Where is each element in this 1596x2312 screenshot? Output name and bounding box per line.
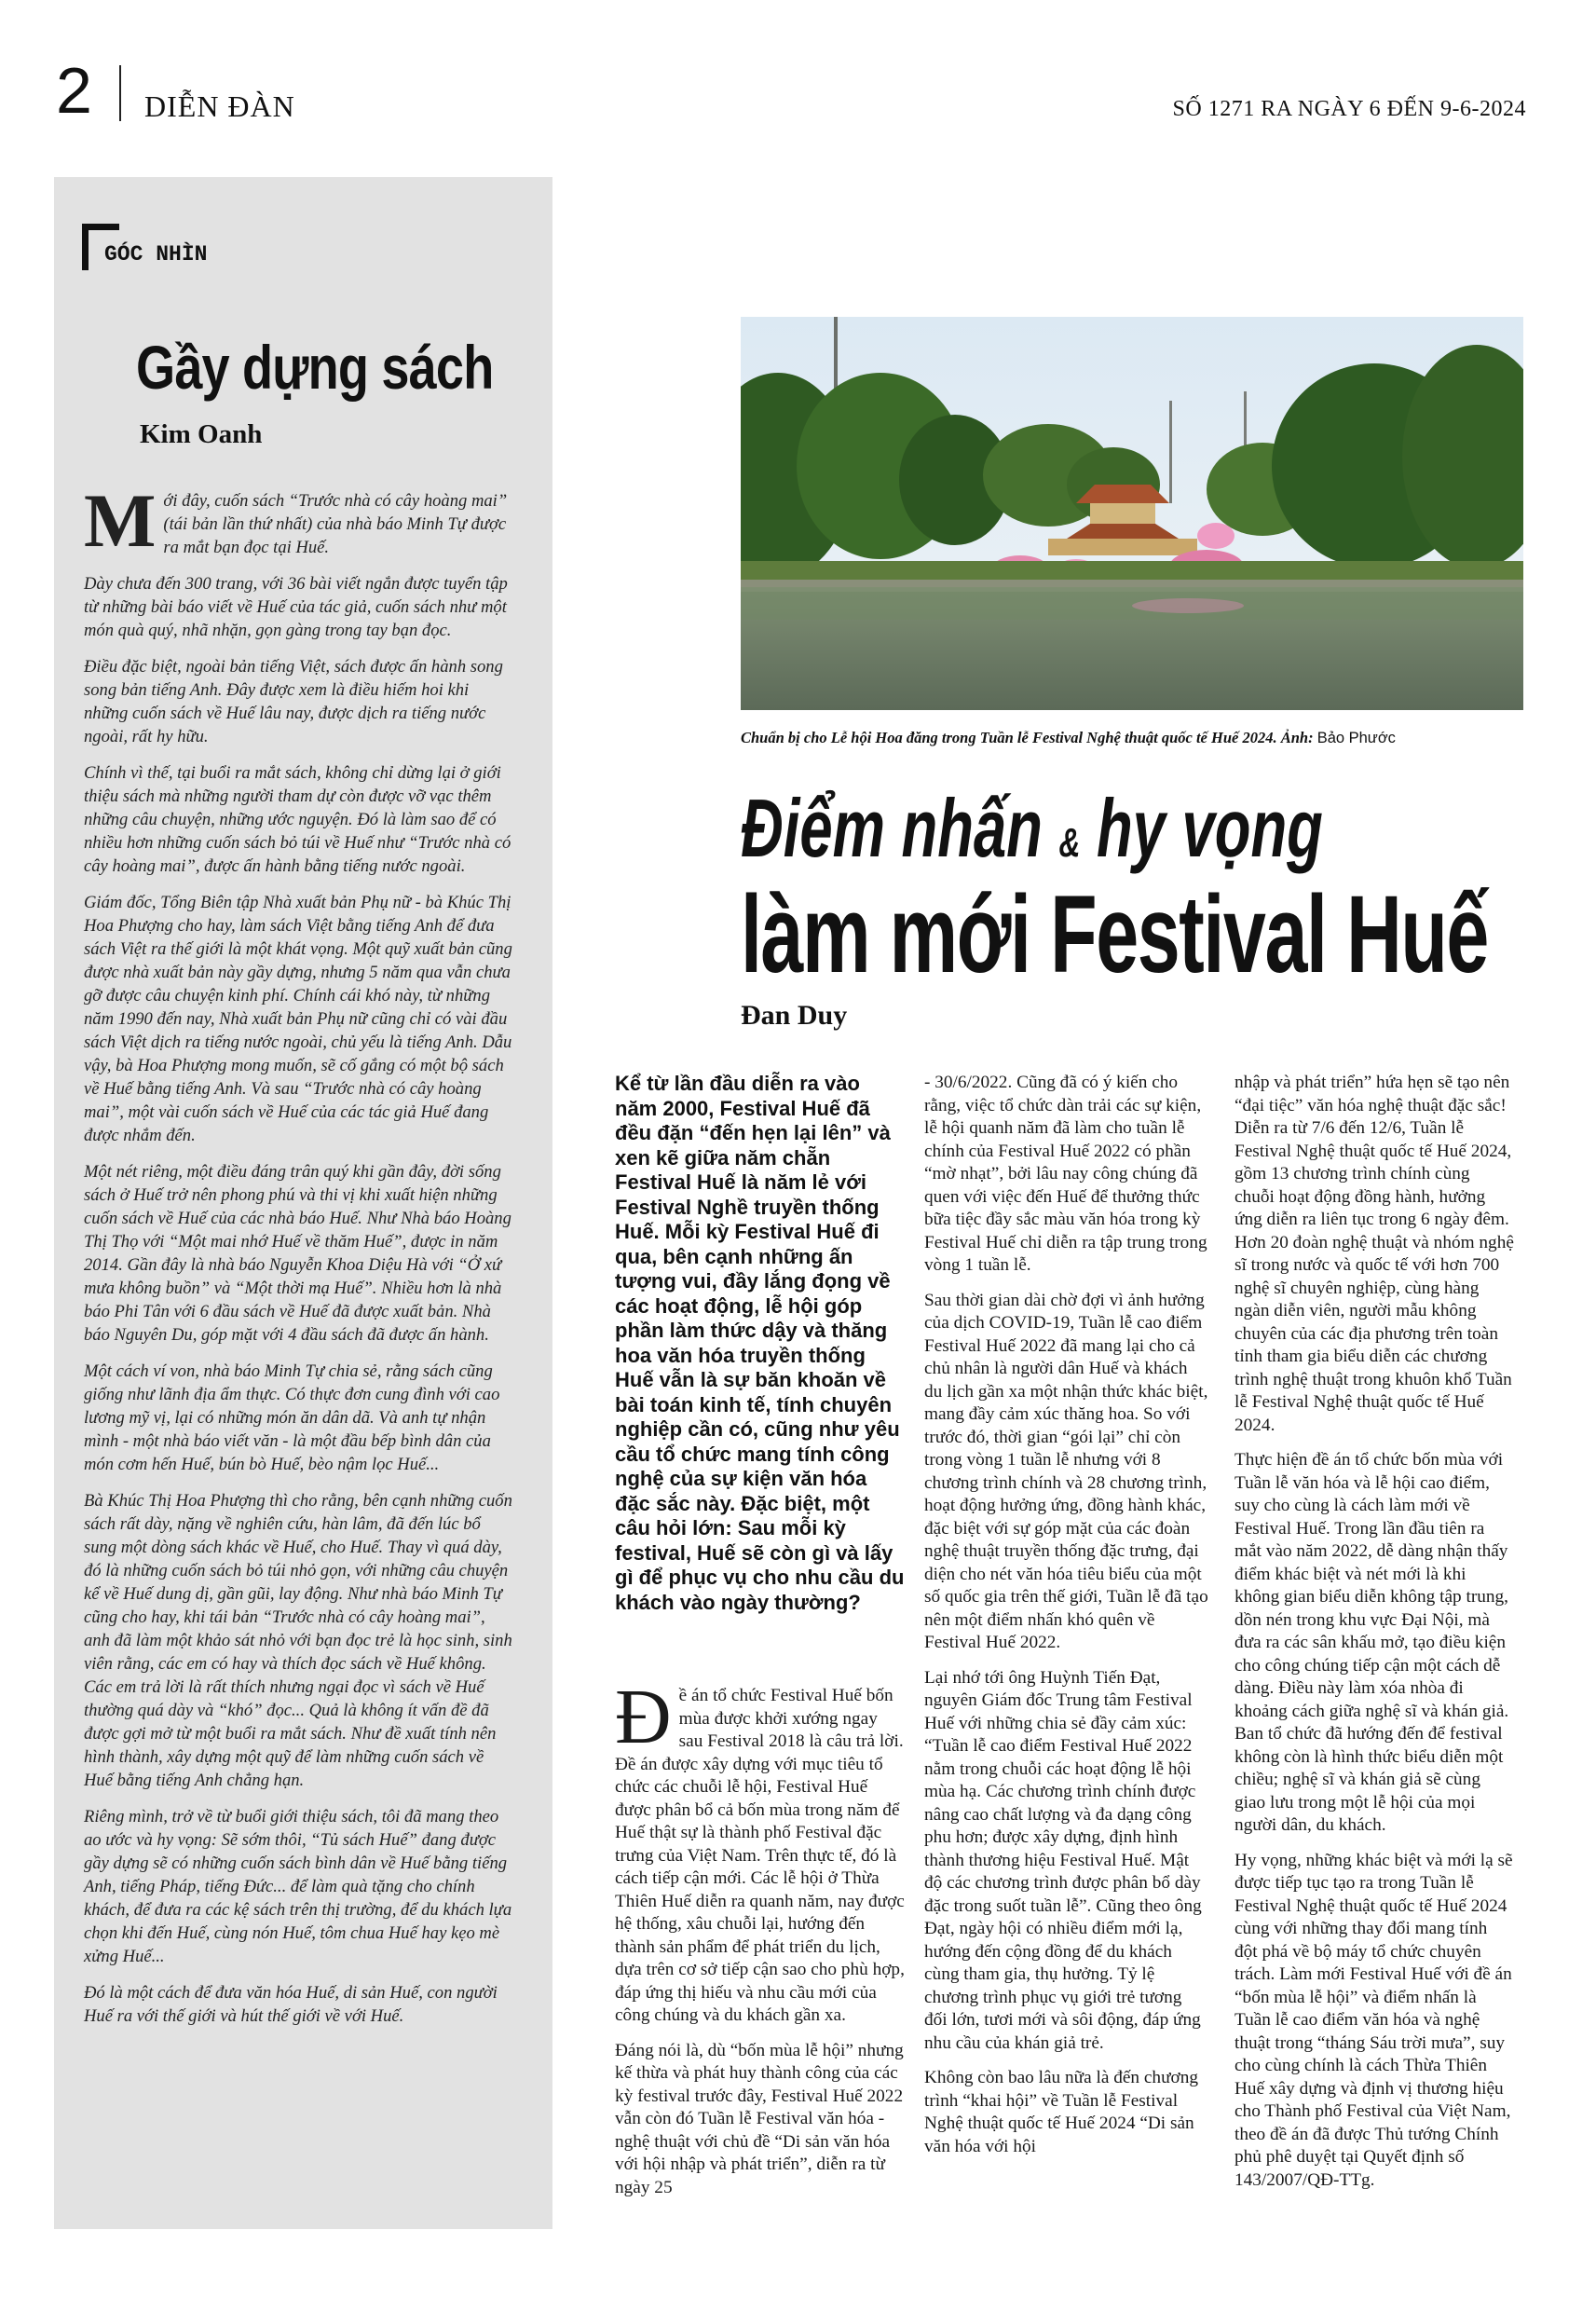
article-title-line1: Điểm nhấn & hy vọng bbox=[741, 782, 1323, 874]
header-divider bbox=[119, 65, 121, 121]
article-paragraph: nhập và phát triển” hứa hẹn sẽ tạo nên “đại tiệc” văn hóa nghệ thuật đặc sắc! Diễn ra từ 7/6 đến 12/6, Tuần lễ Festival Nghệ thuật quốc tế Huế 2024, gồm 13 chương trình chính cùng chuỗi hoạt động đồng hành, hưởng ứng diễn ra liên tục trong 6 ngày đêm. Hơn 20 đoàn nghệ thuật và nhóm nghệ sĩ trong nước và quốc tế với hơn 700 nghệ sĩ chuyên nghiệp, cùng hàng ngàn diễn viên, người mẫu không chuyên của các địa phương trên toàn tỉnh tham gia biểu diễn các chương trình nghệ thuật trong khuôn khổ Tuần lễ Festival Nghệ thuật quốc tế Huế 2024. bbox=[1235, 1073, 1514, 1435]
article-column-3 bbox=[1235, 1072, 1514, 2204]
article-column-2 bbox=[924, 1072, 1208, 2170]
article-paragraph: Thực hiện đề án tổ chức bốn mùa với Tuần lễ văn hóa và lễ hội cao điểm, suy cho cùng là cách làm mới về Festival Huế. Trong lần đầu tiên ra mắt vào năm 2022, dễ dàng nhận thấy điểm khác biệt và nét mới là khi không gian biểu diễn không tập trung, dồn nén trong khu vực Đại Nội, mà đưa ra các sân khấu mở, tạo điều kiện cho công chúng tiếp cận một cách dễ dàng. Điều này làm xóa nhòa đi khoảng cách giữa nghệ sĩ và khán giả. Ban tổ chức đã hướng đến để festival không còn là hình thức biểu diễn một chiều; nghệ sĩ và khán giả sẽ cùng giao lưu trong một lễ hội của mọi người dân, du khách. bbox=[1235, 1450, 1509, 1835]
photo-caption: Chuẩn bị cho Lễ hội Hoa đăng trong Tuần lễ Festival Nghệ thuật quốc tế Huế 2024. Ảnh: Bảo Phước bbox=[741, 729, 1396, 746]
article-lead: Kể từ lần đầu diễn ra vào năm 2000, Festival Huế đã đều đặn “đến hẹn lại lên” và xen kẽ giữa năm chẵn Festival Huế là năm lẻ với Festival Nghề truyền thống Huế. Mỗi kỳ Festival Huế đi qua, bên cạnh những ấn tượng vui, đầy lắng đọng về các hoạt động, lễ hội góp phần làm thức dậy và thăng hoa văn hóa truyền thống Huế vẫn là sự băn khoăn về bài toán kinh tế, tính chuyên nghiệp cần có, cũng như yêu cầu tổ chức mang tính công nghệ của sự kiện văn hóa đặc sắc này. Đặc biệt, một câu hỏi lớn: Sau mỗi kỳ festival, Huế sẽ còn gì và lấy gì để phục vụ cho nhu cầu du khách vào ngày thường? bbox=[615, 1072, 905, 1614]
sidebar-title: Gầy dựng sách bbox=[136, 333, 494, 402]
sidebar-paragraph: Chính vì thế, tại buổi ra mắt sách, không chỉ dừng lại ở giới thiệu sách mà những người tham dự còn được vỡ vạc thêm những câu chuyện, những ước nguyện. Đó là làm sao để có nhiều hơn những cuốn sách bỏ túi về Huế như “Trước nhà có cây hoàng mai”, được ấn hành bằng tiếng nước ngoài. bbox=[84, 763, 512, 876]
dropcap: M bbox=[84, 478, 157, 563]
page-number: 2 bbox=[56, 54, 92, 127]
column-label-bracket-bar bbox=[82, 224, 89, 270]
photo-credit: Bảo Phước bbox=[1316, 730, 1396, 746]
sidebar-paragraph: Điều đặc biệt, ngoài bản tiếng Việt, sách được ấn hành song song bản tiếng Anh. Đây được xem là điều hiếm hoi khi những cuốn sách về Huế lâu nay, được dịch ra tiếng nước ngoài, rất hy hữu. bbox=[84, 657, 503, 746]
article-paragraph: Lại nhớ tới ông Huỳnh Tiến Đạt, nguyên Giám đốc Trung tâm Festival Huế với những chia sẻ đầy cảm xúc: “Tuần lễ cao điểm Festival Huế 2022 nằm trong chuỗi các hoạt động lễ hội mùa hạ. Các chương trình chính được nâng cao chất lượng và đa dạng công phu hơn; được xây dựng, định hình thành thương hiệu Festival Huế. Mật độ các chương trình được phân bổ dày đặc trong suốt tuần lễ”. Cũng theo ông Đạt, ngày hội có nhiều điểm mới lạ, hướng đến cộng đồng để du khách cùng tham gia, thụ hưởng. Tỷ lệ chương trình phục vụ giới trẻ tương đối lớn, tươi mới và sôi động, đáp ứng nhu cầu của khán giả trẻ. bbox=[924, 1667, 1202, 2053]
sidebar-paragraph: Mới đây, cuốn sách “Trước nhà có cây hoàng mai” (tái bản lần thứ nhất) của nhà báo Minh Tự được ra mắt bạn đọc tại Huế. bbox=[84, 478, 508, 563]
article-paragraph: Hy vọng, những khác biệt và mới lạ sẽ được tiếp tục tạo ra trong Tuần lễ Festival Nghệ thuật quốc tế Huế 2024 cùng với những thay đổi mang tính đột phá về bộ máy tổ chức chuyên trách. Làm mới Festival Huế với đề án “bốn mùa lễ hội” và điểm nhấn là Tuần lễ cao điểm văn hóa và nghệ thuật trong “tháng Sáu trời mưa”, suy cho cùng chính là cách Thừa Thiên Huế xây dựng và định vị thương hiệu cho Thành phố Festival của Việt Nam, theo đề án đã được Thủ tướng Chính phủ phê duyệt tại Quyết định số 143/2007/QĐ-TTg. bbox=[1235, 1850, 1513, 2190]
sidebar-paragraph: Đó là một cách để đưa văn hóa Huế, di sản Huế, con người Huế ra với thế giới và hút thế giới về với Huế. bbox=[84, 1983, 498, 2026]
column-label: GÓC NHÌN bbox=[104, 242, 208, 267]
article-paragraph: Sau thời gian dài chờ đợi vì ảnh hưởng của dịch COVID-19, Tuần lễ cao điểm Festival Huế 2022 đã mang lại cho cả chủ nhân là người dân Huế và khách du lịch gần xa một nhận thức khác biệt, mang đầy cảm xúc thăng hoa. So với trước đó, thời gian “gói lại” chỉ còn trong vòng 1 tuần lễ nhưng với 8 chương trình chính và 28 chương trình, hoạt động hưởng ứng, đồng hành khác, đặc biệt với sự góp mặt của các đoàn nghệ thuật truyền thống đặc trưng, đại diện cho nét văn hóa tiêu biểu của một số quốc gia trên thế giới, Tuần lễ đã tạo nên một điểm nhấn khó quên về Festival Huế 2022. bbox=[924, 1290, 1208, 1652]
article-column-1 bbox=[615, 1674, 906, 2211]
article-title-line2: làm mới Festival Huế bbox=[741, 873, 1488, 996]
article-author: Đan Duy bbox=[741, 1000, 848, 1031]
festival-photo bbox=[741, 317, 1523, 710]
sidebar-author: Kim Oanh bbox=[140, 419, 263, 449]
sidebar-paragraph: Một nét riêng, một điều đáng trân quý khi gần đây, đời sống sách ở Huế trở nên phong phú và thi vị khi xuất hiện những cuốn sách về Huế của các nhà báo Huế. Như Nhà báo Hoàng Thị Thọ với “Một mai nhớ Huế về thăm Huế”, được in năm 2014. Gần đây là nhà báo Nguyễn Khoa Diệu Hà với “Ở xứ mưa không buồn” và “Một thời mạ Huế”. Nhiều hơn là nhà báo Phi Tân với 6 đầu sách về Huế đã được xuất bản. Nhà báo Nguyên Du, góp mặt với 4 đầu sách đã được ấn hành. bbox=[84, 1162, 512, 1345]
section-title: DIỄN ĐÀN bbox=[144, 89, 295, 123]
article-paragraph: Đáng nói là, dù “bốn mùa lễ hội” nhưng kế thừa và phát huy thành công của các kỳ festival trước đây, Festival Huế 2022 vẫn còn đó Tuần lễ Festival văn hóa - nghệ thuật với chủ đề “Di sản văn hóa với hội nhập và phát triển”, diễn ra từ ngày 25 bbox=[615, 2040, 904, 2197]
sidebar-paragraph: Dày chưa đến 300 trang, với 36 bài viết ngắn được tuyển tập từ những bài báo viết về Huế của tác giả, cuốn sách như một món quà quý, nhã nhặn, gọn gàng trong tay bạn đọc. bbox=[84, 574, 508, 640]
sidebar-paragraph: Một cách ví von, nhà báo Minh Tự chia sẻ, rằng sách cũng giống như lãnh địa ẩm thực. Có thực đơn cung đình với cao lương mỹ vị, lại có những món ăn dân dã. Và anh tự nhận mình - một nhà báo viết văn - là một đầu bếp bình dân của món cơm hến Huế, bún bò Huế, bèo nậm lọc Huế... bbox=[84, 1361, 500, 1474]
sidebar-paragraph: Bà Khúc Thị Hoa Phượng thì cho rằng, bên cạnh những cuốn sách rất dày, nặng về nghiên cứu, hàn lâm, đã đến lúc bổ sung một dòng sách khác về Huế, cho Huế. Thay vì quá dày, đó là những cuốn sách bỏ túi nhỏ gọn, với những câu chuyện kể về Huế dung dị, gần gũi, lay động. Như nhà báo Minh Tự cũng cho hay, khi tái bản “Trước nhà có cây hoàng mai”, anh đã làm một khảo sát nhỏ với bạn đọc trẻ là học sinh, sinh viên rằng, các em có hay và thích đọc sách về Huế không. Các em trả lời là rất thích nhưng ngại đọc vì sách về Huế thường quá dày và “khó” đọc... Quả là không ít vấn đề đã được gợi mở từ một buổi ra mắt sách. Như đề xuất tính nên hình thành, xây dựng một quỹ để làm những cuốn sách về Huế bằng tiếng Anh chẳng hạn. bbox=[84, 1491, 512, 1790]
sidebar-paragraph: Giám đốc, Tổng Biên tập Nhà xuất bản Phụ nữ - bà Khúc Thị Hoa Phượng cho hay, làm sách Việt bằng tiếng Anh để đưa sách Việt ra thế giới là một khát vọng. Một quỹ xuất bản cũng được nhà xuất bản này gầy dựng, nhưng 5 năm qua vẫn chưa gỡ được câu chuyện kinh phí. Chính cái khó này, từ những năm 1990 đến nay, Nhà xuất bản Phụ nữ cũng chỉ có vài đầu sách Việt dịch ra tiếng nước ngoài, chủ yếu là tiếng Anh. Dẫu vậy, bà Hoa Phượng mong muốn, sẽ cố gắng có một bộ sách về Huế bằng tiếng Anh. Và sau “Trước nhà có cây hoàng mai”, một vài cuốn sách về Huế của các tác giả Huế đang được nhắm đến. bbox=[84, 893, 512, 1145]
dropcap: Đ bbox=[615, 1674, 672, 1760]
article-paragraph: - 30/6/2022. Cũng đã có ý kiến cho rằng, việc tổ chức dàn trải các sự kiện, lễ hội quanh năm đã làm cho tuần lễ chính của Festival Huế 2022 có phần “mờ nhạt”, bởi lâu nay công chúng đã quen với việc đến Huế để thưởng thức bữa tiệc đầy sắc màu văn hóa trong kỳ Festival Huế chỉ diễn ra tập trung trong vòng 1 tuần lễ. bbox=[924, 1073, 1207, 1275]
issue-info: SỐ 1271 RA NGÀY 6 ĐẾN 9-6-2024 bbox=[1172, 97, 1526, 121]
article-paragraph: Không còn bao lâu nữa là đến chương trình “khai hội” về Tuần lễ Festival Nghệ thuật quốc tế Huế 2024 “Di sản văn hóa với hội bbox=[924, 2068, 1198, 2156]
sidebar-paragraph: Riêng mình, trở về từ buổi giới thiệu sách, tôi đã mang theo ao ước và hy vọng: Sẽ sớm thôi, “Tủ sách Huế” đang được gầy dựng sẽ có những cuốn sách bình dân về Huế bằng tiếng Anh, tiếng Pháp, tiếng Đức... để làm quà tặng cho chính khách, để đưa ra các kệ sách trên thị trường, để du khách lựa chọn khi đến Huế, cùng nón Huế, tôm chua Huế hay kẹo mè xửng Huế... bbox=[84, 1807, 512, 1966]
article-paragraph: Đề án tổ chức Festival Huế bốn mùa được khởi xướng ngay sau Festival 2018 là câu trả lời. Đề án được xây dựng với mục tiêu tổ chức các chuỗi lễ hội, Festival Huế được phân bổ cả bốn mùa trong năm để Huế thật sự là thành phố Festival đặc trưng của Việt Nam. Trên thực tế, đó là cách tiếp cận mới. Các lễ hội ở Thừa Thiên Huế diễn ra quanh năm, nay được hệ thống, xâu chuỗi lại, hướng đến thành sản phẩm để phát triển du lịch, dựa trên cơ sở tiếp cận sao cho phù hợp, đáp ứng thị hiếu và nhu cầu mới của công chúng và du khách gần xa. bbox=[615, 1674, 905, 2025]
sidebar-body bbox=[84, 478, 514, 2041]
